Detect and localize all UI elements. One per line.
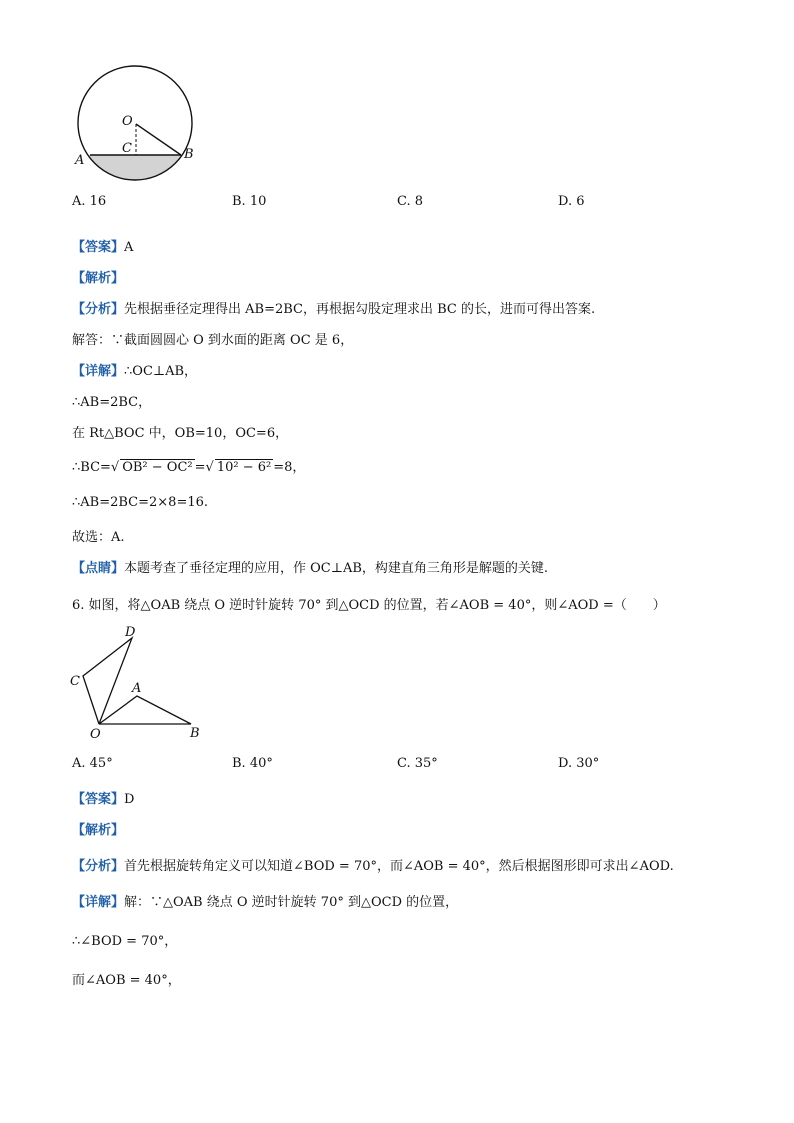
q5-option-d[interactable]: D. 6 — [558, 194, 585, 209]
q5-line2: ∴AB=2BC， — [72, 395, 152, 410]
q6-options — [72, 756, 772, 774]
label-d: D — [125, 625, 136, 640]
q5-options — [72, 194, 772, 212]
radicand-1: OB² − OC² — [122, 460, 193, 475]
fenxi-tag: 【分析】 — [72, 859, 125, 874]
radical-2: √ 10² − 6² — [205, 460, 272, 475]
q5-option-a[interactable]: A. 16 — [72, 194, 107, 209]
line4-prefix: ∴BC= — [72, 460, 111, 475]
q5-jieda-line: 解答：∵截面圆圆心 O 到水面的距离 OC 是 6， — [72, 333, 354, 348]
dianjing-tag: 【点睛】 — [72, 561, 125, 576]
q6-question: 6. 如图，将△OAB 绕点 O 逆时针旋转 70° 到△OCD 的位置，若∠AOB = 40°，则∠AOD =（ ） — [72, 598, 666, 613]
label-a2: A — [132, 681, 142, 696]
answer-value: D — [124, 792, 135, 807]
q6-line2: ∴∠BOD = 70°， — [72, 934, 178, 949]
q5-detail-line — [72, 360, 197, 379]
q5-answer-line — [72, 236, 133, 255]
q5-line3: 在 Rt△BOC 中，OB=10，OC=6， — [72, 426, 289, 441]
detail-text: 解：∵△OAB 绕点 O 逆时针旋转 70° 到△OCD 的位置， — [124, 895, 459, 910]
q5-choose: 故选：A. — [72, 530, 125, 545]
q6-option-b[interactable]: B. 40° — [232, 756, 273, 771]
radicand-2: 10² − 6² — [216, 460, 272, 475]
label-b: B — [184, 147, 194, 162]
answer-value: A — [124, 240, 134, 255]
triangle-ocd — [83, 638, 132, 724]
q5-analysis-tag: 【解析】 — [72, 271, 125, 286]
q6-fenxi-line — [72, 855, 674, 874]
q5-fenxi-line — [72, 298, 595, 317]
answer-tag: 【答案】 — [72, 240, 125, 255]
q6-option-a[interactable]: A. 45° — [72, 756, 113, 771]
line4-mid: = — [194, 460, 206, 475]
line4-suffix: =8， — [273, 460, 306, 475]
circle-figure — [70, 60, 220, 190]
label-o: O — [122, 114, 133, 129]
label-b2: B — [190, 726, 200, 741]
label-c2: C — [70, 674, 80, 689]
label-a: A — [75, 153, 85, 168]
triangle-oab — [99, 696, 191, 724]
q5-option-b[interactable]: B. 10 — [232, 194, 267, 209]
q6-detail-line — [72, 891, 458, 910]
q5-line4 — [72, 456, 305, 475]
q6-analysis-tag: 【解析】 — [72, 823, 125, 838]
radical-1: √ OB² − OC² — [110, 460, 193, 475]
q5-option-c[interactable]: C. 8 — [397, 194, 424, 209]
radius-ob — [136, 124, 181, 155]
fenxi-text: 首先根据旋转角定义可以知道∠BOD = 70°，而∠AOB = 40°，然后根据图形即可求出∠AOD. — [124, 859, 674, 874]
detail-tag: 【详解】 — [72, 895, 125, 910]
detail-text: ∴OC⊥AB， — [124, 364, 198, 379]
answer-tag: 【答案】 — [72, 792, 125, 807]
label-c: C — [122, 141, 132, 156]
q5-dianjing-line — [72, 557, 548, 576]
q6-option-d[interactable]: D. 30° — [558, 756, 600, 771]
rotation-figure — [66, 622, 216, 746]
q5-line5: ∴AB=2BC=2×8=16. — [72, 495, 209, 510]
dianjing-text: 本题考查了垂径定理的应用，作 OC⊥AB，构建直角三角形是解题的关键. — [124, 561, 549, 576]
label-o2: O — [90, 727, 101, 742]
q6-line3: 而∠AOB = 40°， — [72, 973, 181, 988]
detail-tag: 【详解】 — [72, 364, 125, 379]
fenxi-tag: 【分析】 — [72, 302, 125, 317]
q6-option-c[interactable]: C. 35° — [397, 756, 438, 771]
q6-answer-line — [72, 788, 134, 807]
fenxi-text: 先根据垂径定理得出 AB=2BC，再根据勾股定理求出 BC 的长，进而可得出答案. — [124, 302, 596, 317]
